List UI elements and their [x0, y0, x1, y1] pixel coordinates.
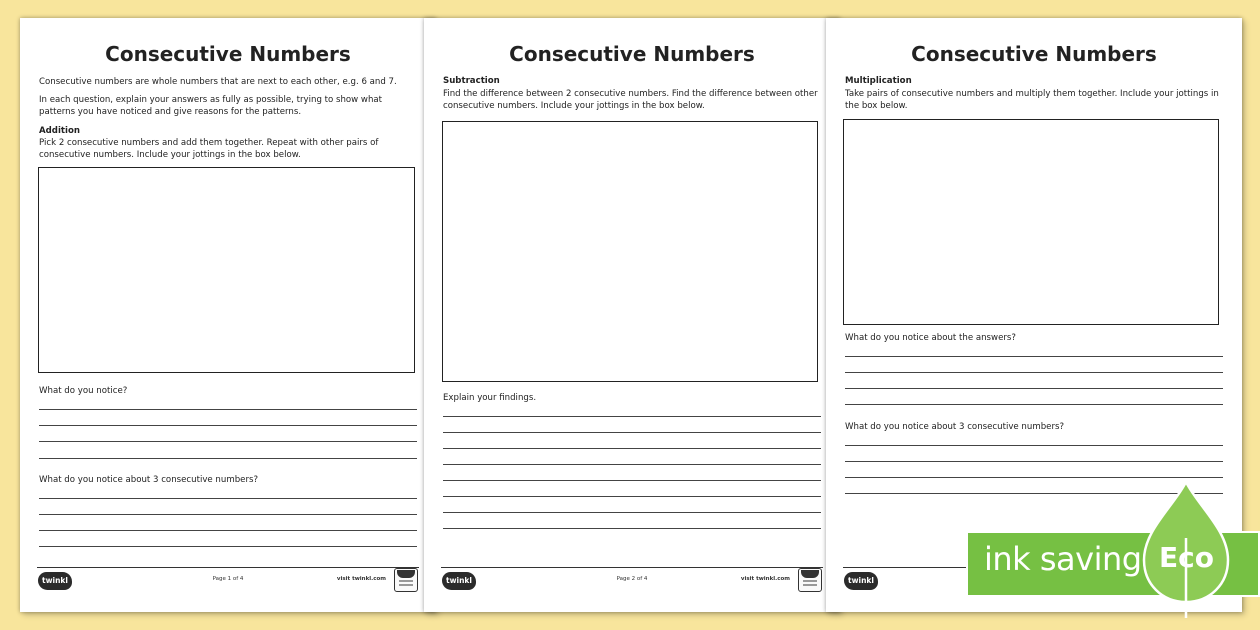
twinkl-logo: twinkl: [844, 572, 878, 590]
answer-line[interactable]: [39, 530, 417, 531]
answer-line[interactable]: [845, 445, 1223, 446]
answer-line[interactable]: [845, 356, 1223, 357]
ink-saving-label: ink saving: [984, 540, 1142, 578]
quality-badge-icon: [798, 568, 822, 592]
section-heading: Subtraction: [443, 76, 500, 86]
answer-line[interactable]: [443, 464, 821, 465]
answer-line[interactable]: [845, 461, 1223, 462]
instructions-text: In each question, explain your answers as fully as possible, trying to show what patterns you have noticed and give reasons for the patterns.: [39, 95, 383, 117]
section-heading: Addition: [39, 126, 80, 136]
section-instruction: Find the difference between 2 consecutive numbers. Find the difference between other consecutive numbers. Include your jottings in the box below.: [443, 89, 818, 111]
page-title: Consecutive Numbers: [911, 42, 1157, 66]
answer-line[interactable]: [443, 512, 821, 513]
answer-line[interactable]: [845, 388, 1223, 389]
answer-line[interactable]: [39, 441, 417, 442]
answer-line[interactable]: [443, 480, 821, 481]
question-2: What do you notice about 3 consecutive numbers?: [845, 422, 1065, 432]
jottings-box[interactable]: [38, 167, 415, 373]
footer-divider: [441, 567, 823, 568]
answer-line[interactable]: [39, 409, 417, 410]
question-1: What do you notice about the answers?: [845, 333, 1016, 343]
twinkl-logo: twinkl: [442, 572, 476, 590]
page-number: Page 1 of 4: [212, 576, 244, 582]
answer-line[interactable]: [39, 514, 417, 515]
section-heading: Multiplication: [845, 76, 912, 86]
visit-link[interactable]: visit twinkl.com: [740, 576, 790, 582]
worksheet-page-1: [20, 18, 436, 612]
answer-line[interactable]: [443, 528, 821, 529]
answer-line[interactable]: [845, 404, 1223, 405]
intro-text: Consecutive numbers are whole numbers that are next to each other, e.g. 6 and 7.: [39, 77, 397, 87]
footer-divider: [37, 567, 419, 568]
answer-line[interactable]: [443, 448, 821, 449]
section-instruction: Pick 2 consecutive numbers and add them together. Repeat with other pairs of consecutive numbers. Include your jottings in the box below.: [39, 138, 379, 160]
answer-line[interactable]: [443, 496, 821, 497]
quality-badge-icon: [394, 568, 418, 592]
jottings-box[interactable]: [843, 119, 1219, 325]
answer-line[interactable]: [39, 425, 417, 426]
page-title: Consecutive Numbers: [105, 42, 351, 66]
twinkl-logo: twinkl: [38, 572, 72, 590]
page-number: Page 2 of 4: [616, 576, 648, 582]
answer-line[interactable]: [39, 498, 417, 499]
question-1: Explain your findings.: [443, 393, 537, 403]
page-title: Consecutive Numbers: [509, 42, 755, 66]
answer-line[interactable]: [39, 546, 417, 547]
eco-badge-label: Eco: [1159, 541, 1214, 574]
question-2: What do you notice about 3 consecutive numbers?: [39, 475, 259, 485]
answer-line[interactable]: [845, 372, 1223, 373]
answer-line[interactable]: [39, 458, 417, 459]
visit-link[interactable]: visit twinkl.com: [336, 576, 386, 582]
section-instruction: Take pairs of consecutive numbers and multiply them together. Include your jottings in the box below.: [845, 89, 1219, 111]
jottings-box[interactable]: [442, 121, 818, 382]
answer-line[interactable]: [443, 416, 821, 417]
worksheet-page-2: [424, 18, 840, 612]
question-1: What do you notice?: [39, 386, 128, 396]
answer-line[interactable]: [443, 432, 821, 433]
